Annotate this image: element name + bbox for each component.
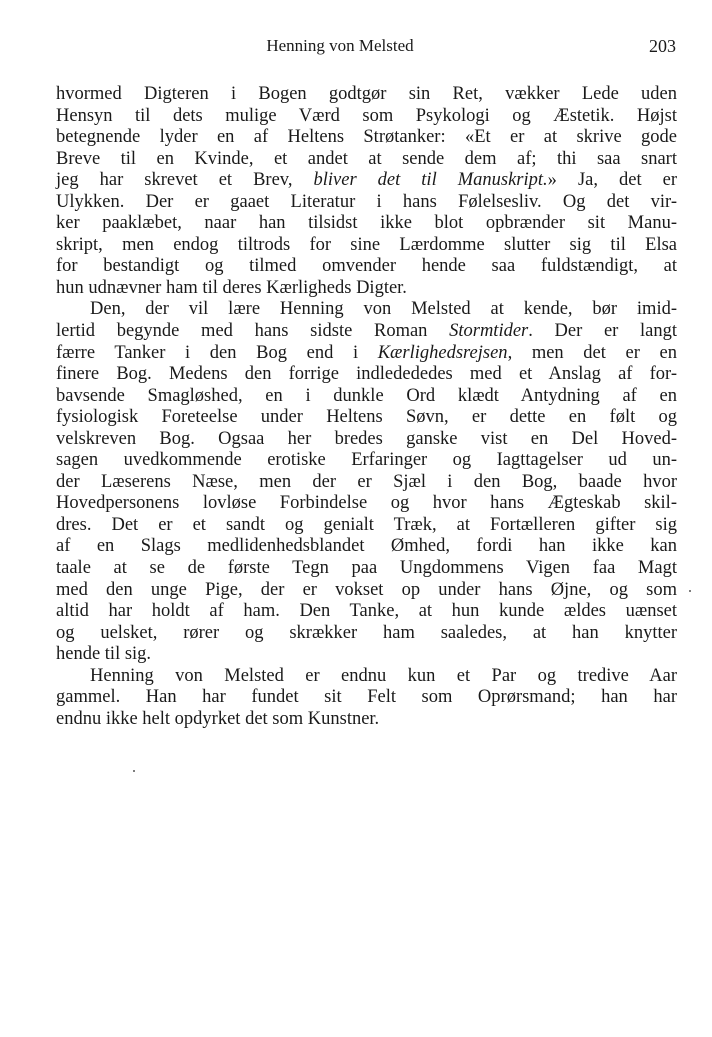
- text-line: velskreven Bog. Ogsaa her bredes ganske vist en Del Hoved-: [56, 428, 677, 449]
- running-title: Henning von Melsted: [266, 36, 414, 55]
- italic-quote: bliver det til Manuskript.: [313, 170, 548, 191]
- text-line: Hovedpersonens lovløse Forbindelse og hvor hans Ægteskab skil-: [56, 493, 677, 514]
- book-title: Stormtider: [449, 321, 529, 342]
- text-line: for bestandigt og tilmed omvender hende saa fuldstændigt, at: [56, 256, 677, 277]
- text-line: ker paaklæbet, naar han tilsidst ikke blot opbrænder sit Manu-: [56, 213, 677, 234]
- text-line: med den unge Pige, der er vokset op under hans Øjne, og som: [56, 579, 677, 600]
- body-text: [56, 84, 677, 730]
- text-line: hun udnævner ham til deres Kærligheds Digter.: [56, 277, 407, 298]
- text-line: der Læserens Næse, men der er Sjæl i den Bog, baade hvor: [56, 471, 677, 492]
- text-line: Den, der vil lære Henning von Melsted at kende, bør imid-: [90, 299, 677, 320]
- text-line: færre Tanker i den Bog end i Kærlighedsrejsen, men det er en: [56, 342, 677, 363]
- book-title: Kærlighedsrejsen: [377, 342, 508, 363]
- text-line: skript, men endog tiltrods for sine Lærdomme slutter sig til Elsa: [56, 234, 677, 255]
- scan-speck: [133, 770, 135, 772]
- text-line: Hensyn til dets mulige Værd som Psykologi og Æstetik. Højst: [56, 105, 677, 126]
- text-line: af en Slags medlidenhedsblandet Ømhed, fordi han ikke kan: [56, 536, 677, 557]
- text-line: hende til sig.: [56, 644, 152, 665]
- text-line: Breve til en Kvinde, et andet at sende dem af; thi saa snart: [56, 148, 677, 169]
- text-line: dres. Det er et sandt og genialt Træk, at Fortælleren gifter sig: [56, 514, 677, 535]
- text-line: finere Bog. Medens den forrige indledededes med et Anslag af for-: [56, 364, 677, 385]
- text-line: lertid begynde med hans sidste Roman Stormtider. Der er langt: [56, 321, 677, 342]
- text-line: altid har holdt af ham. Den Tanke, at hun kunde ældes uænset: [56, 601, 677, 622]
- text-line: hvormed Digteren i Bogen godtgør sin Ret, vækker Lede uden: [56, 84, 677, 104]
- text-line: bavsende Smagløshed, en i dunkle Ord klædt Antydning af en: [56, 385, 677, 406]
- text-line: sagen uvedkommende erotiske Erfaringer og Iagttagelser ud un-: [56, 450, 677, 471]
- text-line: fysiologisk Foreteelse under Heltens Søvn, er dette en følt og: [56, 407, 677, 428]
- text-line: gammel. Han har fundet sit Felt som Oprørsmand; han har: [56, 687, 677, 708]
- text-line: taale at se de første Tegn paa Ungdommens Vigen faa Magt: [56, 558, 677, 579]
- text-line: og uelsket, rører og skrækker ham saaledes, at han knytter: [56, 622, 677, 643]
- text-line: endnu ikke helt opdyrket det som Kunstner.: [56, 708, 380, 729]
- text-line: Ulykken. Der er gaaet Literatur i hans Følelsesliv. Og det vir-: [56, 191, 677, 212]
- scan-speck: [689, 590, 691, 592]
- page-number: 203: [649, 36, 676, 56]
- text-line: jeg har skrevet et Brev, bliver det til Manuskript.» Ja, det er: [56, 170, 677, 191]
- text-line: Henning von Melsted er endnu kun et Par og tredive Aar: [90, 665, 677, 686]
- text-line: betegnende lyder en af Heltens Strøtanker: «Et er at skrive gode: [56, 127, 677, 148]
